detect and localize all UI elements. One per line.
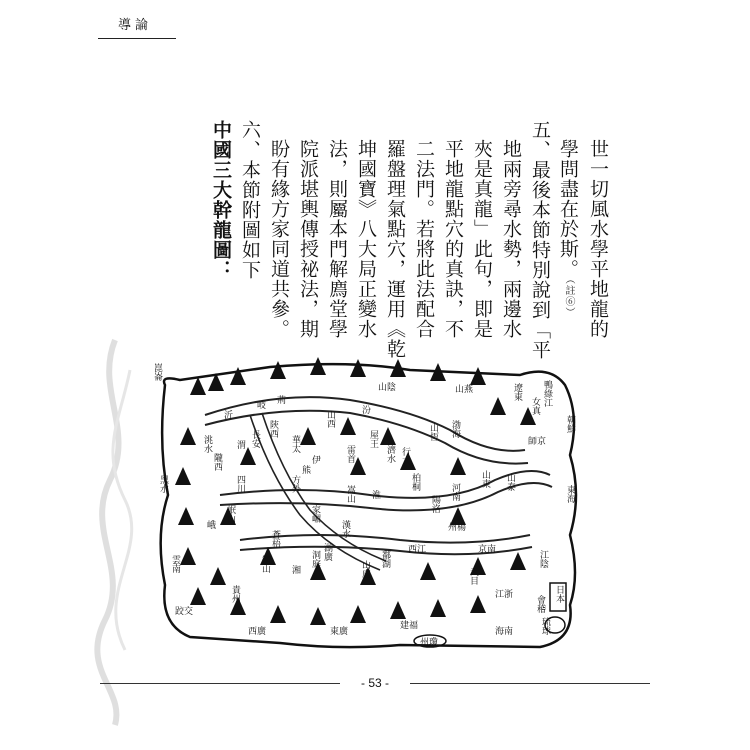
map-label: 朝鮮 xyxy=(565,415,575,433)
paragraph-line: 坤國寶》八大局正變水 xyxy=(355,139,377,339)
map-label: 山盧 xyxy=(360,560,370,578)
map-label: 女真 xyxy=(530,397,540,415)
map-label: 柏桐 xyxy=(410,473,420,491)
figure-caption: 中國三大幹龍圖： xyxy=(210,120,232,280)
body-text xyxy=(196,120,610,360)
map-label: 跤交 xyxy=(175,607,194,617)
map-label: 師京 xyxy=(528,437,547,447)
map-label: 雷首 xyxy=(345,445,355,463)
map-label: 會稽 xyxy=(535,595,545,613)
map-label: 渭 xyxy=(235,440,245,449)
paragraph-line: 世一切風水學平地龍的 xyxy=(587,139,609,339)
map-label: 漢水 xyxy=(340,520,350,538)
map-label: 鄱湖 xyxy=(380,550,390,568)
map-label: 湖廣 xyxy=(322,543,332,561)
map-label: 岐 xyxy=(255,400,265,409)
map-label: 嵩山 xyxy=(345,485,355,503)
map-label: 雲南 xyxy=(170,555,180,573)
map-label: 熊 xyxy=(300,465,310,474)
map-label: 州瓊 xyxy=(420,638,439,648)
map-label: 京南 xyxy=(478,545,497,555)
map-label: 山西 xyxy=(325,410,335,428)
map-label: 淮 xyxy=(370,490,380,499)
map-label: 琉球 xyxy=(540,617,550,635)
map-label: 山泰 xyxy=(505,473,515,491)
paragraph-line: 六、本節附圖如下 xyxy=(239,120,261,280)
map-label: 崑崙 xyxy=(152,363,162,381)
footnote-ref: （註⑥） xyxy=(563,279,574,318)
map-label: 家嵋 xyxy=(310,505,320,523)
running-header: 導論 xyxy=(118,18,153,33)
map-label: 山陰 xyxy=(378,383,397,393)
map-label: 山燕 xyxy=(455,385,474,395)
map-label: 鴨綠江 xyxy=(542,380,552,407)
map-label: 河南 xyxy=(450,483,460,501)
map-label: 濟水 xyxy=(385,445,395,463)
paragraph-line: 夾是真龍」此句，即是 xyxy=(471,139,493,339)
map-label: 峨 xyxy=(205,520,215,529)
page-number: - 53 - xyxy=(360,676,389,690)
map-label: 東海 xyxy=(565,485,575,503)
map-label: 伊 xyxy=(310,455,320,464)
paragraph-line: 五、最後本節特別說到「平 xyxy=(529,120,551,360)
map-label: 黑水 xyxy=(158,475,168,493)
map-label: 陝西 xyxy=(268,420,278,438)
paragraph-line: 二法門。若將此法配合 xyxy=(413,139,435,339)
map-label: 江陰 xyxy=(538,550,548,568)
paragraph-line: 院派堪輿傳授祕法，期 xyxy=(297,139,319,339)
map-label: 行太 xyxy=(400,447,410,465)
map-label: 貴州 xyxy=(230,585,240,603)
paragraph-line: 盼有緣方家同道共參。 xyxy=(268,139,290,339)
map-label: 西江 xyxy=(408,545,427,555)
map-drawing xyxy=(150,355,590,655)
map-label: 山恆 xyxy=(428,423,438,441)
map-label: 岷山 xyxy=(225,505,235,523)
map-label: 華太 xyxy=(290,435,300,453)
map-label: 山東 xyxy=(480,470,490,488)
paragraph-line: 地兩旁尋水勢，兩邊水 xyxy=(500,139,522,339)
map-label: 日本 xyxy=(554,585,564,603)
map-label: 東廣 xyxy=(330,627,349,637)
map-label: 建福 xyxy=(400,621,419,631)
map-label: 洮水 xyxy=(202,435,212,453)
map-label: 蒼梧 xyxy=(270,530,280,548)
map-label: 方外 xyxy=(290,475,300,493)
map-label: 渤海 xyxy=(450,420,460,438)
map-label: 衡山 xyxy=(260,555,270,573)
map-label: 沂 xyxy=(222,410,232,419)
map-label: 州楊 xyxy=(448,523,467,533)
three-dragons-map xyxy=(150,355,590,655)
map-label: 陽洛 xyxy=(430,495,440,513)
map-label: 天目 xyxy=(468,567,478,585)
map-label: 湘 xyxy=(290,565,300,574)
header-rule xyxy=(98,38,176,39)
map-label: 屋王 xyxy=(368,430,378,448)
map-label: 西廣 xyxy=(248,627,267,637)
decorative-watermark xyxy=(85,330,145,730)
map-label: 洞庭 xyxy=(310,550,320,568)
map-label: 汾 xyxy=(360,405,370,414)
map-label: 遼東 xyxy=(512,383,522,401)
map-label: 長安 xyxy=(250,430,260,448)
map-label: 江浙 xyxy=(495,590,514,600)
map-label: 四川 xyxy=(235,475,245,493)
paragraph-line: 學問盡在於斯。（註⑥） xyxy=(557,139,579,318)
map-label: 荊 xyxy=(275,395,285,404)
paragraph-line: 羅盤理氣點穴，運用《乾 xyxy=(384,139,406,359)
map-label: 隴西 xyxy=(212,453,222,471)
paragraph-line: 法，則屬本門解廌堂學 xyxy=(326,139,348,339)
map-label: 海南 xyxy=(495,627,514,637)
paragraph-line: 平地龍點穴的真訣，不 xyxy=(442,139,464,339)
